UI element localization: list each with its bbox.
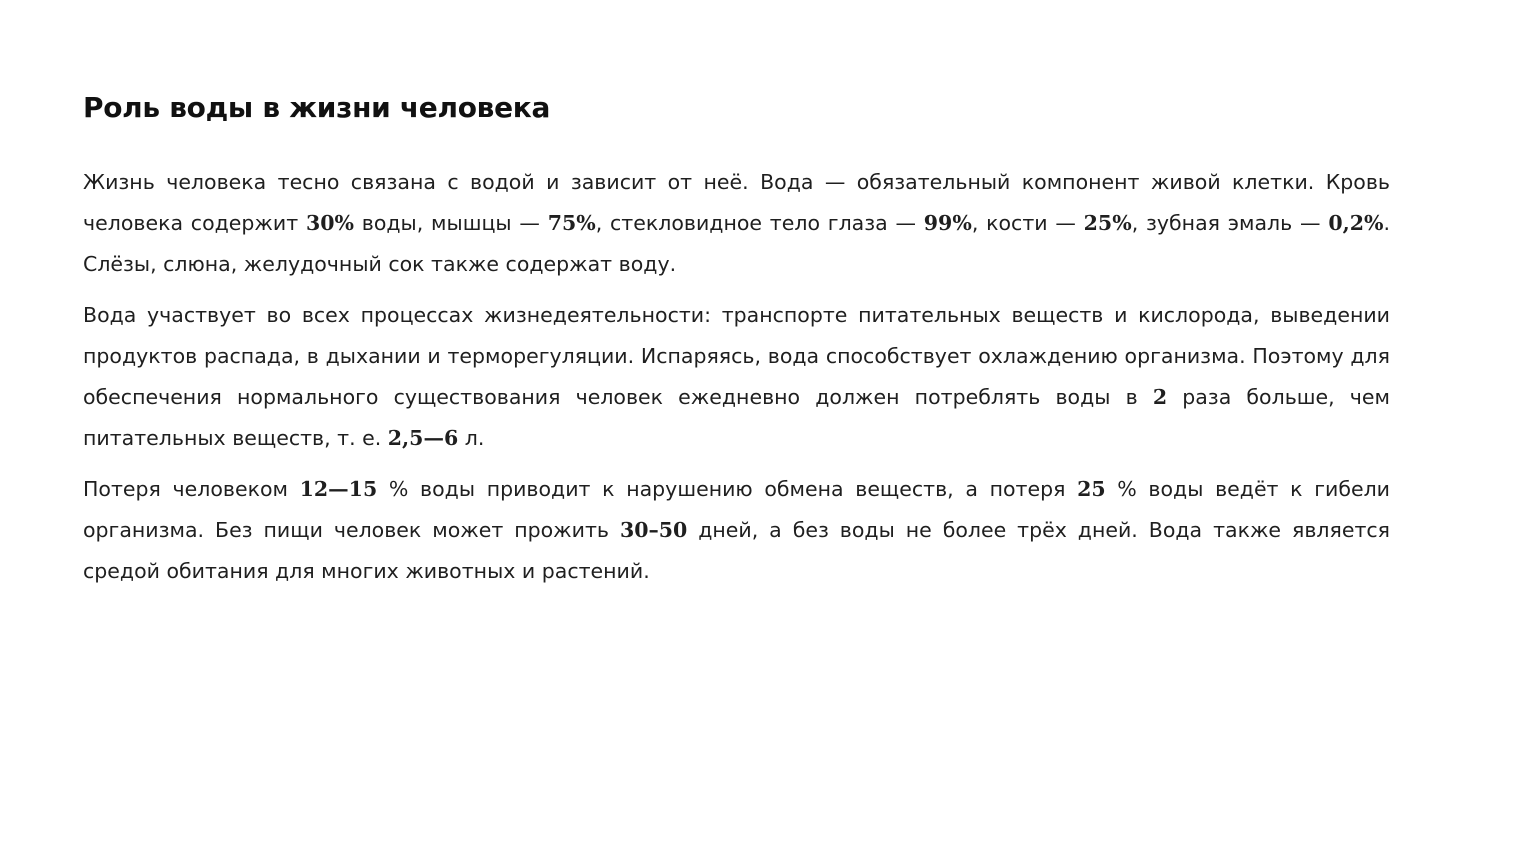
text-run: л. bbox=[458, 426, 485, 450]
paragraph-3 bbox=[83, 469, 1390, 592]
numeric-value: 25% bbox=[1083, 211, 1132, 235]
numeric-value: 30% bbox=[305, 211, 354, 235]
numeric-value: 75% bbox=[547, 211, 596, 235]
text-run: , зубная эмаль — bbox=[1131, 211, 1329, 235]
page-title: Роль воды в жизни человека bbox=[83, 91, 551, 124]
text-run: раза больше, чем питательных веществ, т. е. bbox=[83, 385, 1390, 450]
paragraph-2 bbox=[83, 295, 1390, 459]
text-run: , стекловидное тело глаза — bbox=[595, 211, 924, 235]
text-run: % воды приводит к нарушению обмена веществ, а потеря bbox=[377, 477, 1078, 501]
numeric-value: 0,2% bbox=[1328, 211, 1384, 235]
text-run: Жизнь человека тесно связана с водой и зависит от неё. Вода — обязательный компонент живой клетки. Кровь человека содержит bbox=[83, 170, 1390, 235]
document-page bbox=[83, 88, 1390, 602]
text-run: . Слёзы, слюна, желудочный сок также содержат воду. bbox=[83, 211, 1390, 276]
numeric-value: 2,5—6 bbox=[387, 426, 459, 450]
numeric-value: 2 bbox=[1152, 385, 1168, 409]
text-run: % воды ведёт к гибели организма. Без пищи человек может прожить bbox=[83, 477, 1390, 542]
numeric-value: 12—15 bbox=[299, 477, 378, 501]
paragraph-1 bbox=[83, 162, 1390, 285]
text-run: Потеря человеком bbox=[83, 477, 300, 501]
text-run: воды, мышцы — bbox=[353, 211, 548, 235]
text-run: Вода участвует во всех процессах жизнедеятельности: транспорте питательных веществ и кислорода, выведении продуктов распада, в дыхании и терморегуляции. Испаряясь, вода способствует охлаждению организма. Поэтому для обеспечения нормального существования человек ежедневно должен потреблять воды в bbox=[83, 303, 1390, 409]
numeric-value: 30–50 bbox=[619, 518, 688, 542]
numeric-value: 99% bbox=[923, 211, 972, 235]
numeric-value: 25 bbox=[1077, 477, 1106, 501]
text-run: дней, а без воды не более трёх дней. Вода также является средой обитания для многих животных и растений. bbox=[83, 518, 1390, 583]
text-run: , кости — bbox=[971, 211, 1084, 235]
